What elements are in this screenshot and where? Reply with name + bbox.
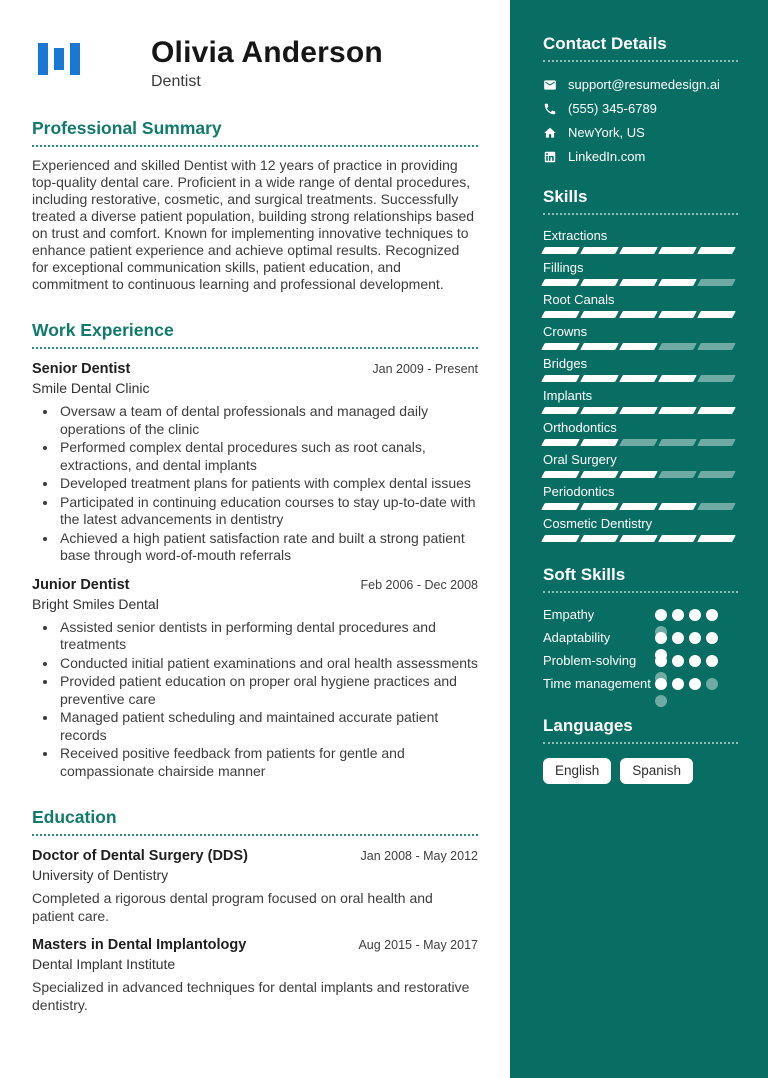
skill-name: Extractions	[543, 228, 608, 243]
skill-segment	[697, 439, 736, 446]
job-bullet: • Developed treatment plans for patients with complex dental issues	[58, 475, 478, 493]
job-company: Smile Dental Clinic	[32, 380, 150, 396]
skill-row	[543, 388, 738, 414]
skill-name: Oral Surgery	[543, 452, 617, 467]
contact-list	[543, 77, 738, 164]
email-icon	[543, 78, 557, 92]
skill-name: Root Canals	[543, 292, 615, 307]
skill-name: Crowns	[543, 324, 588, 339]
soft-skill-dot	[672, 655, 684, 667]
language-pill-list	[543, 758, 738, 784]
soft-skills-heading: Soft Skills	[543, 565, 738, 593]
soft-skill-name: Time management	[543, 676, 651, 691]
skill-segment	[619, 535, 658, 542]
skill-segment	[658, 375, 697, 382]
skill-name: Orthodontics	[543, 420, 617, 435]
skill-level-bar	[543, 343, 738, 350]
soft-skill-dot	[672, 632, 684, 644]
language-pill: English	[543, 758, 611, 784]
work-heading: Work Experience	[32, 320, 478, 349]
skill-level-bar	[543, 311, 738, 318]
job-bullet-list	[32, 619, 478, 781]
contact-section	[543, 34, 738, 164]
skill-segment	[541, 407, 580, 414]
degree-entry	[32, 848, 478, 925]
skill-name: Periodontics	[543, 484, 615, 499]
job-title: Senior Dentist	[32, 361, 131, 377]
job-bullet: • Assisted senior dentists in performing dental procedures and treatments	[58, 619, 478, 654]
job-bullet: • Achieved a high patient satisfaction rate and built a strong patient base through word-of-mouth referrals	[58, 530, 478, 565]
skill-row	[543, 324, 738, 350]
skill-segment	[658, 439, 697, 446]
skills-section	[543, 187, 738, 542]
skill-segment	[697, 535, 736, 542]
contact-item[interactable]	[543, 77, 738, 92]
degree-entry	[32, 937, 478, 1014]
degree-title-row	[32, 848, 478, 864]
job-bullet: • Performed complex dental procedures such as root canals, extractions, and dental implants	[58, 439, 478, 474]
job-dates: Jan 2009 - Present	[372, 362, 478, 376]
contact-text: LinkedIn.com	[568, 149, 646, 164]
linkedin-icon	[543, 150, 557, 164]
job-bullet: • Oversaw a team of dental professionals and managed daily operations of the clinic	[58, 403, 478, 438]
skills-heading: Skills	[543, 187, 738, 215]
degree-description: Specialized in advanced techniques for dental implants and restorative dentistry.	[32, 979, 470, 1013]
skill-level-bar	[543, 439, 738, 446]
skill-segment	[541, 535, 580, 542]
language-pill: Spanish	[620, 758, 693, 784]
soft-skill-row	[543, 652, 738, 670]
job-bullet: • Participated in continuing education courses to stay up-to-date with the latest advancements in dentistry	[58, 494, 478, 529]
contact-text: support@resumedesign.ai	[568, 77, 720, 92]
skill-segment	[541, 439, 580, 446]
soft-skill-dot	[655, 609, 667, 621]
soft-skills-list	[543, 606, 738, 693]
contact-item[interactable]	[543, 101, 738, 116]
identity-block	[151, 36, 383, 91]
soft-skill-dot	[672, 678, 684, 690]
skill-row	[543, 420, 738, 446]
header	[32, 36, 478, 91]
soft-skill-row	[543, 606, 738, 624]
skill-segment	[580, 439, 619, 446]
skill-level-bar	[543, 375, 738, 382]
skill-row	[543, 516, 738, 542]
skill-segment	[541, 375, 580, 382]
soft-skill-dot	[655, 678, 667, 690]
phone-icon	[543, 102, 557, 116]
skill-level-bar	[543, 407, 738, 414]
soft-skill-dot	[689, 655, 701, 667]
soft-skill-dot	[655, 632, 667, 644]
degree-school: Dental Implant Institute	[32, 956, 176, 972]
skill-segment	[658, 535, 697, 542]
skill-segment	[619, 439, 658, 446]
skill-segment	[580, 343, 619, 350]
soft-skill-dot	[689, 609, 701, 621]
degree-title: Masters in Dental Implantology	[32, 937, 247, 953]
skill-row	[543, 452, 738, 478]
contact-heading: Contact Details	[543, 34, 738, 62]
summary-heading: Professional Summary	[32, 118, 478, 147]
skill-segment	[619, 471, 658, 478]
languages-heading: Languages	[543, 716, 738, 744]
logo-bar	[54, 48, 64, 70]
skill-level-bar	[543, 471, 738, 478]
person-name: Olivia Anderson	[151, 36, 383, 69]
degree-dates: Aug 2015 - May 2017	[358, 938, 478, 952]
skill-segment	[541, 279, 580, 286]
skill-segment	[697, 471, 736, 478]
soft-skill-row	[543, 629, 738, 647]
skill-segment	[697, 407, 736, 414]
job-title-row	[32, 361, 478, 377]
soft-skill-name: Empathy	[543, 607, 595, 622]
three-bars-logo-icon	[38, 42, 80, 76]
contact-text: (555) 345-6789	[568, 101, 657, 116]
skill-segment	[580, 407, 619, 414]
soft-skill-dot	[706, 632, 718, 644]
job-entry	[32, 361, 478, 565]
job-title: Junior Dentist	[32, 576, 130, 593]
skill-row	[543, 228, 738, 254]
job-bullet-list	[32, 403, 478, 565]
skill-segment	[658, 503, 697, 510]
soft-skill-dot	[689, 632, 701, 644]
soft-skill-dot	[706, 609, 718, 621]
job-bullet: • Received positive feedback from patients for gentle and compassionate chairside manner	[58, 745, 478, 780]
job-company: Bright Smiles Dental	[32, 595, 159, 612]
skill-segment	[697, 247, 736, 254]
logo-bar	[38, 43, 48, 75]
skill-segment	[658, 471, 697, 478]
skill-segment	[619, 311, 658, 318]
skill-segment	[541, 343, 580, 350]
soft-skills-section	[543, 565, 738, 693]
skill-segment	[619, 407, 658, 414]
skill-segment	[541, 471, 580, 478]
job-bullet: • Provided patient education on proper oral hygiene practices and preventive care	[58, 673, 478, 708]
soft-skill-dots	[655, 678, 725, 707]
skill-segment	[697, 375, 736, 382]
skill-segment	[541, 503, 580, 510]
skill-segment	[619, 343, 658, 350]
skill-segment	[697, 343, 736, 350]
skill-level-bar	[543, 247, 738, 254]
skill-segment	[658, 247, 697, 254]
skill-row	[543, 356, 738, 382]
skill-segment	[580, 311, 619, 318]
skill-segment	[541, 311, 580, 318]
skill-segment	[580, 471, 619, 478]
skill-segment	[658, 343, 697, 350]
skill-level-bar	[543, 535, 738, 542]
soft-skill-dot	[706, 678, 718, 690]
sidebar	[510, 0, 768, 1078]
skill-name: Implants	[543, 388, 593, 403]
education-heading: Education	[32, 807, 478, 836]
job-bullet: • Conducted initial patient examinations and oral health assessments	[58, 655, 478, 673]
skill-segment	[580, 247, 619, 254]
logo-bar	[70, 43, 80, 75]
skill-name: Cosmetic Dentistry	[543, 516, 653, 531]
skill-segment	[658, 279, 697, 286]
soft-skill-dot	[706, 655, 718, 667]
degree-school: University of Dentistry	[32, 867, 169, 883]
skill-row	[543, 292, 738, 318]
person-title: Dentist	[151, 73, 201, 90]
degree-list	[32, 848, 478, 1014]
job-title-row	[32, 577, 478, 593]
skill-segment	[580, 503, 619, 510]
skill-segment	[697, 311, 736, 318]
home-icon	[543, 126, 557, 140]
skill-segment	[697, 279, 736, 286]
soft-skill-name: Problem-solving	[543, 653, 637, 668]
skill-segment	[580, 535, 619, 542]
soft-skill-row	[543, 675, 738, 693]
degree-title: Doctor of Dental Surgery (DDS)	[32, 848, 248, 864]
contact-text: NewYork, US	[568, 125, 645, 140]
skill-segment	[619, 279, 658, 286]
degree-description: Completed a rigorous dental program focused on oral health and patient care.	[32, 890, 433, 924]
skill-name: Fillings	[543, 260, 584, 275]
degree-dates: Jan 2008 - May 2012	[360, 849, 478, 863]
soft-skill-dot	[689, 678, 701, 690]
skill-segment	[697, 503, 736, 510]
soft-skill-dot	[655, 655, 667, 667]
skill-segment	[658, 407, 697, 414]
skill-level-bar	[543, 503, 738, 510]
soft-skill-dot	[655, 695, 667, 707]
degree-title-row	[32, 937, 478, 953]
summary-text: Experienced and skilled Dentist with 12 years of practice in providing top-quality dental care. Proficient in a wide range of dental procedures, including restorative, cosmetic, and surgical treatments. Successfully treated a diverse patient population, building strong relationships based on trust and comfort. Known for implementing innovative techniques to enhance patient experience and achieve optimal results. Recognized for exceptional communication skills, patient education, and commitment to continuous learning and professional development.	[32, 157, 475, 292]
languages-section	[543, 716, 738, 784]
contact-item[interactable]	[543, 149, 738, 164]
skill-segment	[580, 279, 619, 286]
skill-segment	[580, 375, 619, 382]
skill-segment	[541, 247, 580, 254]
job-bullet: • Managed patient scheduling and maintained accurate patient records	[58, 709, 478, 744]
job-entry	[32, 577, 478, 781]
job-dates: Feb 2006 - Dec 2008	[360, 577, 478, 592]
skills-list	[543, 228, 738, 542]
work-section	[32, 320, 478, 780]
skill-segment	[619, 503, 658, 510]
skill-name: Bridges	[543, 356, 588, 371]
soft-skill-dot	[672, 609, 684, 621]
skill-segment	[619, 247, 658, 254]
skill-segment	[619, 375, 658, 382]
education-section	[32, 807, 478, 1014]
job-list	[32, 361, 478, 780]
soft-skill-name: Adaptability	[543, 630, 611, 645]
contact-item	[543, 125, 738, 140]
skill-row	[543, 260, 738, 286]
summary-section	[32, 118, 478, 293]
skill-row	[543, 484, 738, 510]
skill-segment	[658, 311, 697, 318]
skill-level-bar	[543, 279, 738, 286]
